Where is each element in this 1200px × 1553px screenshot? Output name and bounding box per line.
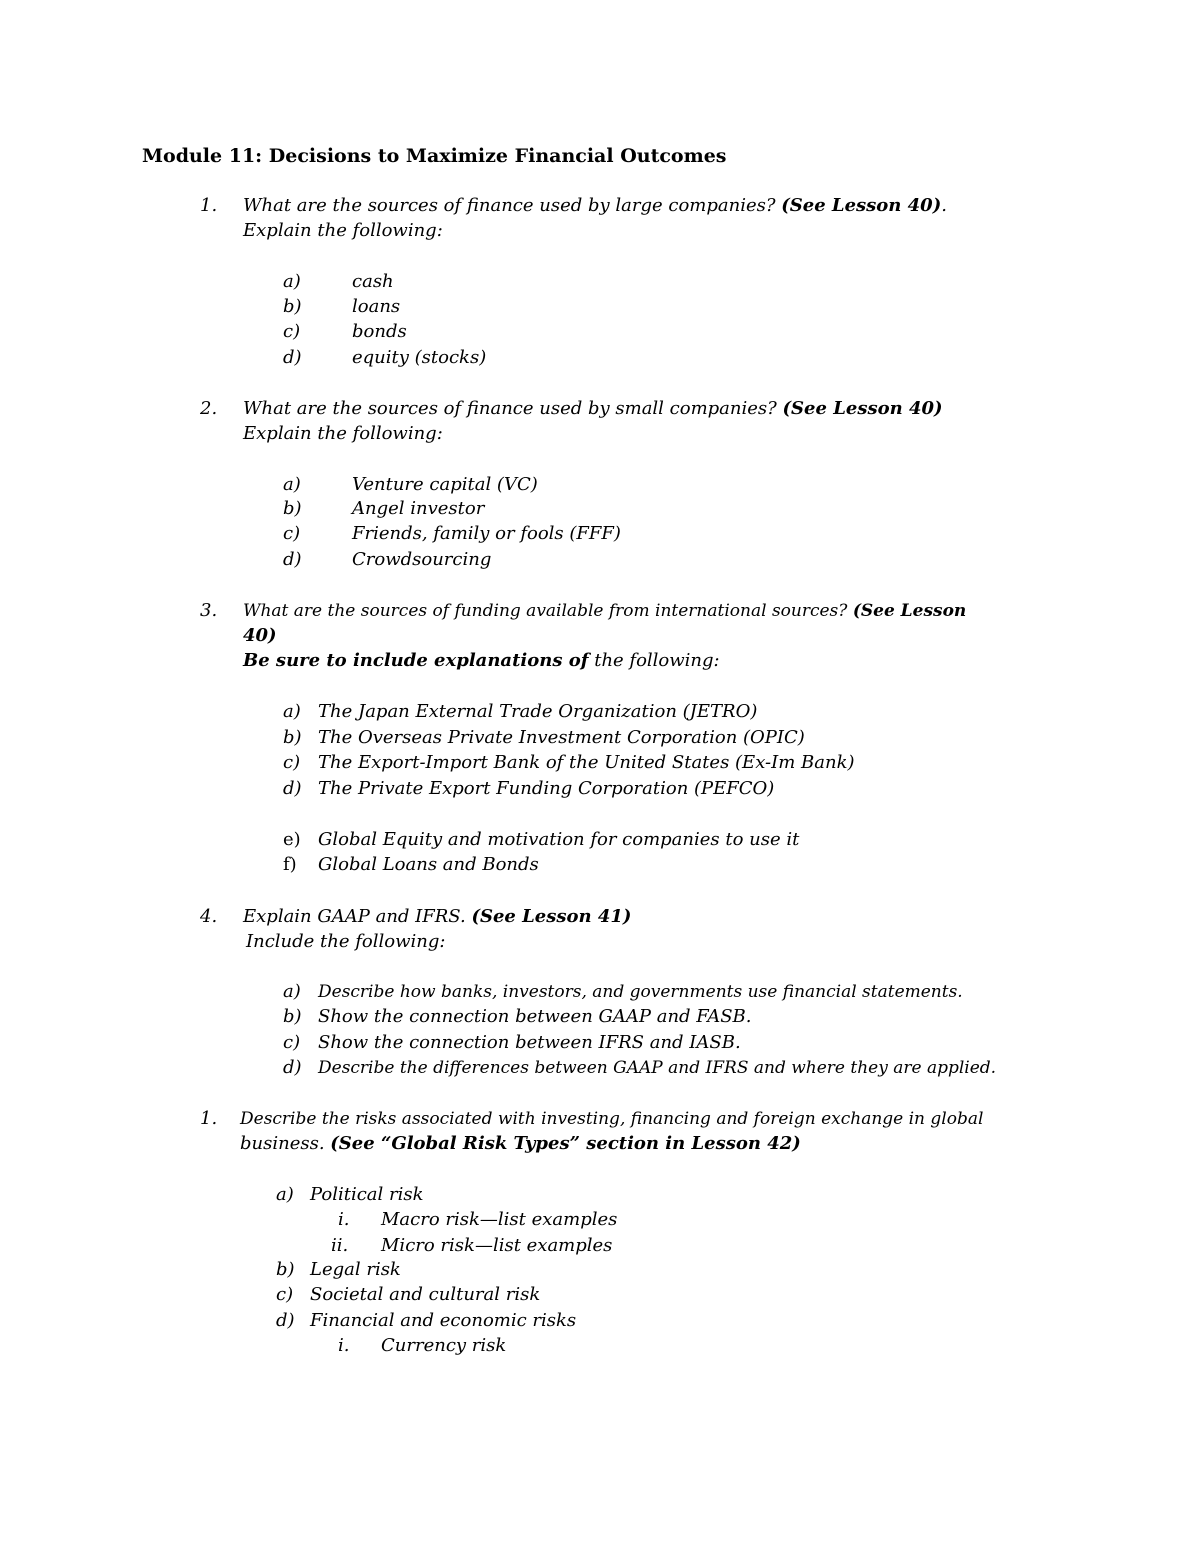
q4-item-text: Show the connection between IFRS and IASB.	[318, 1032, 741, 1053]
q2-number: 2.	[200, 398, 218, 419]
q5-item-text: Financial and economic risks	[310, 1310, 577, 1331]
q4-number: 4.	[200, 906, 218, 927]
q5-lesson-ref: (See “Global Risk Types” section in Lesson 42)	[330, 1133, 801, 1154]
q4-item-text: Show the connection between GAAP and FASB.	[318, 1006, 752, 1027]
q5-number: 1.	[200, 1108, 218, 1129]
q3-item-letter: a)	[283, 701, 301, 722]
q1-number: 1.	[200, 195, 218, 216]
q4-item-letter: a)	[283, 981, 301, 1002]
q1-item-text: cash	[352, 271, 394, 292]
q5-subitem-numeral: i.	[338, 1209, 350, 1230]
q1-item-letter: c)	[283, 321, 301, 342]
q5-item-letter: c)	[276, 1284, 294, 1305]
q2-item-text: Friends, family or fools (FFF)	[352, 523, 621, 544]
q5-item-letter: b)	[276, 1259, 295, 1280]
q1-explain: Explain the following:	[243, 220, 443, 241]
q5-item-letter: d)	[276, 1310, 295, 1331]
q4-explain: Include the following:	[246, 931, 446, 952]
q5-item-text: Legal risk	[310, 1259, 401, 1280]
q2-explain: Explain the following:	[243, 423, 443, 444]
q5-question-line1: Describe the risks associated with investing, financing and foreign exchange in global	[240, 1109, 984, 1129]
q3-lead: Be sure to include explanations of the following:	[243, 650, 720, 671]
q3-lesson-ref: (See Lesson	[852, 601, 967, 621]
q5-item-letter: a)	[276, 1184, 294, 1205]
q3-item-text: The Private Export Funding Corporation (PEFCO)	[318, 778, 775, 799]
q3-item-text: Global Loans and Bonds	[318, 854, 539, 875]
q2-lesson-ref: (See Lesson 40)	[782, 398, 943, 419]
q2-item-text: Crowdsourcing	[352, 549, 492, 570]
q4-lesson-ref: (See Lesson 41)	[471, 906, 632, 927]
q3-item-letter: b)	[283, 727, 302, 748]
q5-subitem-numeral: ii.	[331, 1235, 349, 1256]
q3-item-letter: d)	[283, 778, 302, 799]
page-title: Module 11: Decisions to Maximize Financial Outcomes	[142, 145, 727, 167]
q2-item-letter: a)	[283, 474, 301, 495]
q5-item-text: Political risk	[310, 1184, 424, 1205]
q4-item-letter: d)	[283, 1057, 302, 1078]
q3-item-letter: e)	[283, 829, 301, 850]
q2-question: What are the sources of finance used by small companies? (See Lesson 40)	[243, 398, 943, 419]
q5-subitem-numeral: i.	[338, 1335, 350, 1356]
q3-question: What are the sources of funding available from international sources? (See Lesson	[243, 601, 967, 621]
q2-item-letter: b)	[283, 498, 302, 519]
q1-question: What are the sources of finance used by large companies? (See Lesson 40).	[243, 195, 947, 216]
q3-item-letter: f)	[283, 854, 297, 875]
q3-number: 3.	[200, 600, 218, 621]
q3-item-text: The Export-Import Bank of the United States (Ex-Im Bank)	[318, 752, 855, 773]
q2-item-letter: c)	[283, 523, 301, 544]
q3-item-letter: c)	[283, 752, 301, 773]
q2-item-text: Angel investor	[352, 498, 485, 519]
q4-item-letter: b)	[283, 1006, 302, 1027]
q2-item-text: Venture capital (VC)	[352, 474, 538, 495]
q5-item-text: Societal and cultural risk	[310, 1284, 541, 1305]
q4-item-text: Describe the differences between GAAP and IFRS and where they are applied.	[318, 1058, 997, 1078]
q1-item-letter: d)	[283, 347, 302, 368]
q2-item-letter: d)	[283, 549, 302, 570]
q3-lesson-ref-cont: 40)	[243, 625, 277, 646]
q4-item-text: Describe how banks, investors, and governments use financial statements.	[318, 982, 963, 1002]
q1-lesson-ref: (See Lesson 40)	[781, 195, 942, 216]
q1-item-text: loans	[352, 296, 401, 317]
q1-item-letter: a)	[283, 271, 301, 292]
q5-subitem-text: Currency risk	[381, 1335, 507, 1356]
q3-item-text: Global Equity and motivation for companies to use it	[318, 829, 800, 850]
q1-item-text: equity (stocks)	[352, 347, 487, 368]
q3-item-text: The Japan External Trade Organization (JETRO)	[318, 701, 758, 722]
q4-question: Explain GAAP and IFRS. (See Lesson 41)	[243, 906, 632, 927]
q1-item-text: bonds	[352, 321, 407, 342]
q5-question-line2: business. (See “Global Risk Types” section in Lesson 42)	[240, 1133, 801, 1154]
q5-subitem-text: Macro risk—list examples	[381, 1209, 618, 1230]
q3-item-text: The Overseas Private Investment Corporation (OPIC)	[318, 727, 805, 748]
q1-item-letter: b)	[283, 296, 302, 317]
q4-item-letter: c)	[283, 1032, 301, 1053]
q5-subitem-text: Micro risk—list examples	[381, 1235, 613, 1256]
